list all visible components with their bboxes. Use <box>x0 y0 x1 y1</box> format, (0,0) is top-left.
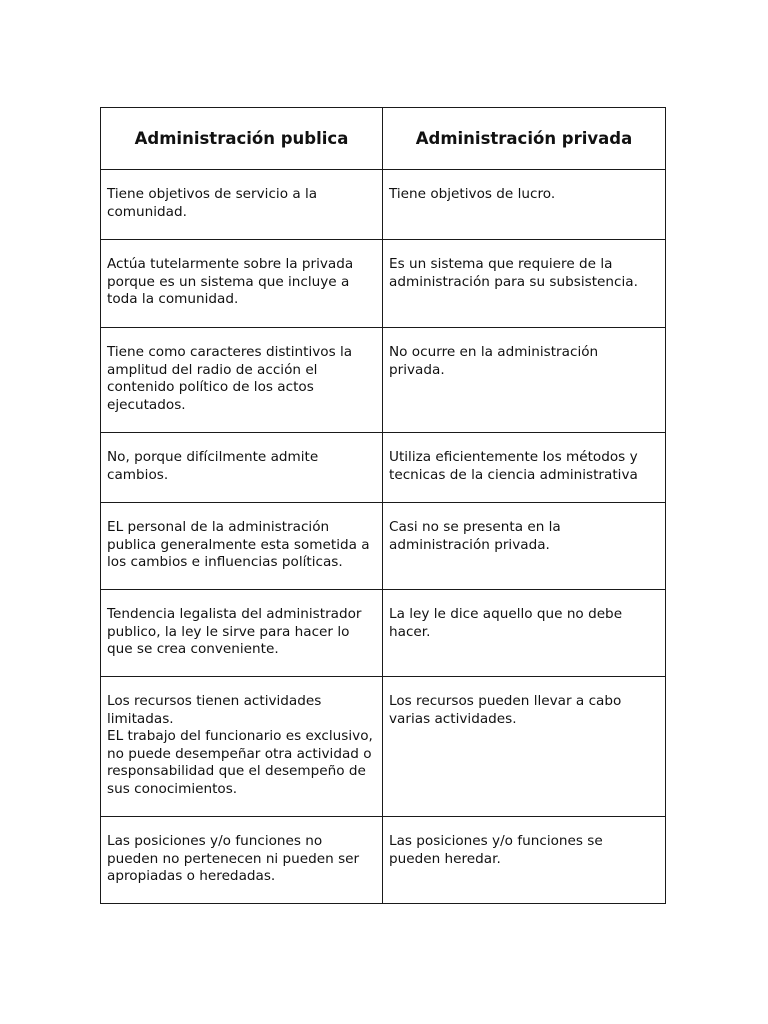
cell-publica: Actúa tutelarmente sobre la privada porque es un sistema que incluye a toda la comunidad. <box>101 240 383 328</box>
cell-privada: Tiene objetivos de lucro. <box>383 170 666 240</box>
cell-publica: Tiene objetivos de servicio a la comunidad. <box>101 170 383 240</box>
header-administracion-publica: Administración publica <box>101 108 383 170</box>
cell-privada: Casi no se presenta en la administración privada. <box>383 503 666 590</box>
cell-privada: Los recursos pueden llevar a cabo varias actividades. <box>383 677 666 817</box>
table-row <box>101 328 666 433</box>
table-row <box>101 677 666 817</box>
cell-publica: EL personal de la administración publica generalmente esta sometida a los cambios e influencias políticas. <box>101 503 383 590</box>
cell-privada: Utiliza eficientemente los métodos y tecnicas de la ciencia administrativa <box>383 433 666 503</box>
header-administracion-privada: Administración privada <box>383 108 666 170</box>
table-row <box>101 433 666 503</box>
cell-publica: Las posiciones y/o funciones no pueden no pertenecen ni pueden ser apropiadas o heredadas. <box>101 817 383 904</box>
cell-publica: Tendencia legalista del administrador publico, la ley le sirve para hacer lo que se crea conveniente. <box>101 590 383 677</box>
cell-privada: Es un sistema que requiere de la administración para su subsistencia. <box>383 240 666 328</box>
cell-privada: La ley le dice aquello que no debe hacer. <box>383 590 666 677</box>
comparison-table <box>100 107 666 904</box>
table-row <box>101 503 666 590</box>
cell-privada: Las posiciones y/o funciones se pueden heredar. <box>383 817 666 904</box>
table-row <box>101 817 666 904</box>
table-row <box>101 170 666 240</box>
cell-privada: No ocurre en la administración privada. <box>383 328 666 433</box>
cell-publica: No, porque difícilmente admite cambios. <box>101 433 383 503</box>
table-row <box>101 590 666 677</box>
cell-publica: Los recursos tienen actividades limitadas. EL trabajo del funcionario es exclusivo, no puede desempeñar otra actividad o responsabilidad que el desempeño de sus conocimientos. <box>101 677 383 817</box>
table-row <box>101 240 666 328</box>
cell-publica: Tiene como caracteres distintivos la amplitud del radio de acción el contenido político de los actos ejecutados. <box>101 328 383 433</box>
table-header-row <box>101 108 666 170</box>
